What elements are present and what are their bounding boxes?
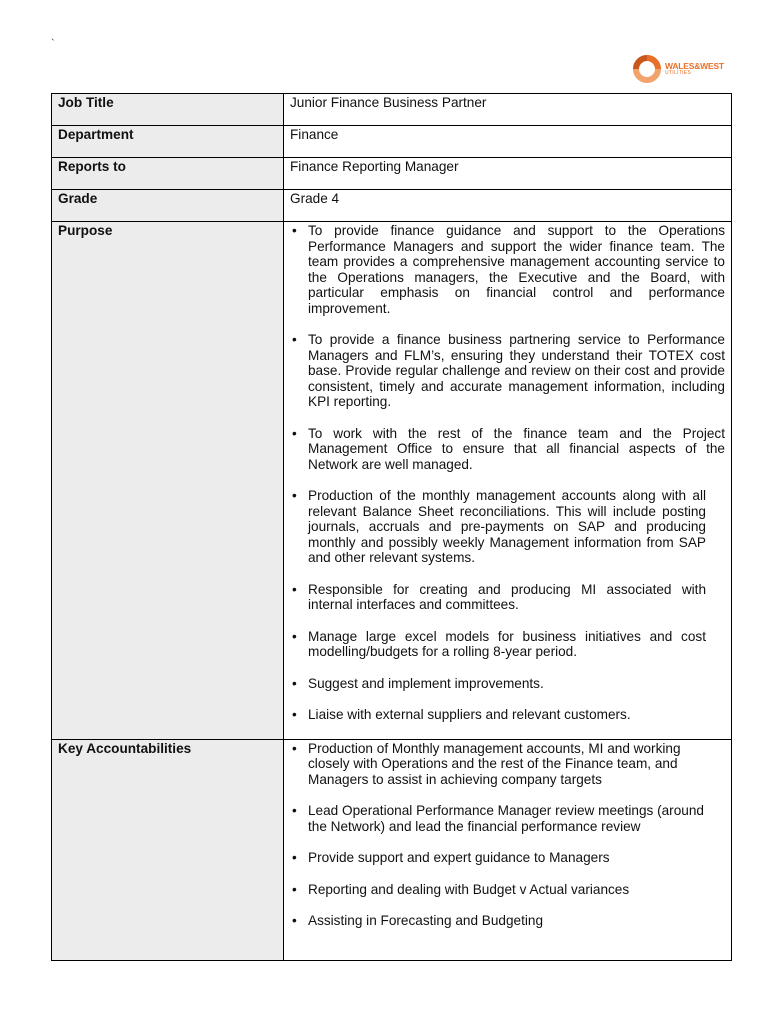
grade-label: Grade xyxy=(52,190,284,222)
company-logo xyxy=(632,52,732,86)
accountability-item: • Assisting in Forecasting and Budgeting xyxy=(290,913,725,929)
grade-value: Grade 4 xyxy=(284,190,732,222)
key-accountabilities-cell xyxy=(284,739,732,960)
department-value: Finance xyxy=(284,126,732,158)
purpose-item: • To provide finance guidance and support to the Operations Performance Managers and support the wider finance team. The team provides a comprehensive management accounting service to the Operations managers, the Executive and the Board, with particular emphasis on financial control and performance improvement. xyxy=(290,223,725,316)
purpose-item: • Responsible for creating and producing MI associated with internal interfaces and committees. xyxy=(290,582,706,613)
row-purpose xyxy=(52,222,732,740)
purpose-item: • Production of the monthly management accounts along with all relevant Balance Sheet reconciliations. This will include posting journals, accruals and pre-payments on SAP and producing monthly and possibly weekly Management information from SAP and other relevant systems. xyxy=(290,488,706,566)
purpose-list xyxy=(290,223,725,723)
purpose-item: • Suggest and implement improvements. xyxy=(290,676,725,692)
purpose-item: • Liaise with external suppliers and relevant customers. xyxy=(290,707,725,723)
reports-to-value: Finance Reporting Manager xyxy=(284,158,732,190)
reports-to-label: Reports to xyxy=(52,158,284,190)
accountability-item: • Provide support and expert guidance to Managers xyxy=(290,850,725,866)
logo-name: WALES&WEST xyxy=(665,60,724,71)
purpose-label: Purpose xyxy=(52,222,284,740)
purpose-item: • Manage large excel models for business initiatives and cost modelling/budgets for a rolling 8-year period. xyxy=(290,629,706,660)
purpose-item: • To provide a finance business partnering service to Performance Managers and FLM’s, ensuring they understand their TOTEX cost base. Provide regular challenge and review on their cost and provide consistent, timely and accurate management information, including KPI reporting. xyxy=(290,332,725,410)
row-job-title xyxy=(52,94,732,126)
row-grade xyxy=(52,190,732,222)
logo-subtitle: UTILITIES xyxy=(665,70,692,77)
job-description-table xyxy=(51,93,732,961)
tick-mark: ` xyxy=(51,38,55,50)
logo-ring-icon xyxy=(632,54,662,84)
key-accountabilities-list xyxy=(290,741,725,929)
job-title-value: Junior Finance Business Partner xyxy=(284,94,732,126)
row-department xyxy=(52,126,732,158)
purpose-cell xyxy=(284,222,732,740)
department-label: Department xyxy=(52,126,284,158)
row-reports-to xyxy=(52,158,732,190)
accountability-item: • Production of Monthly management accounts, MI and working closely with Operations and the rest of the Finance team, and Managers to assist in achieving company targets xyxy=(290,741,725,788)
accountability-item: • Lead Operational Performance Manager review meetings (around the Network) and lead the financial performance review xyxy=(290,803,725,834)
purpose-item: • To work with the rest of the finance team and the Project Management Office to ensure that all financial aspects of the Network are well managed. xyxy=(290,426,725,473)
job-title-label: Job Title xyxy=(52,94,284,126)
row-key-accountabilities xyxy=(52,739,732,960)
accountability-item: • Reporting and dealing with Budget v Actual variances xyxy=(290,882,725,898)
key-accountabilities-label: Key Accountabilities xyxy=(52,739,284,960)
